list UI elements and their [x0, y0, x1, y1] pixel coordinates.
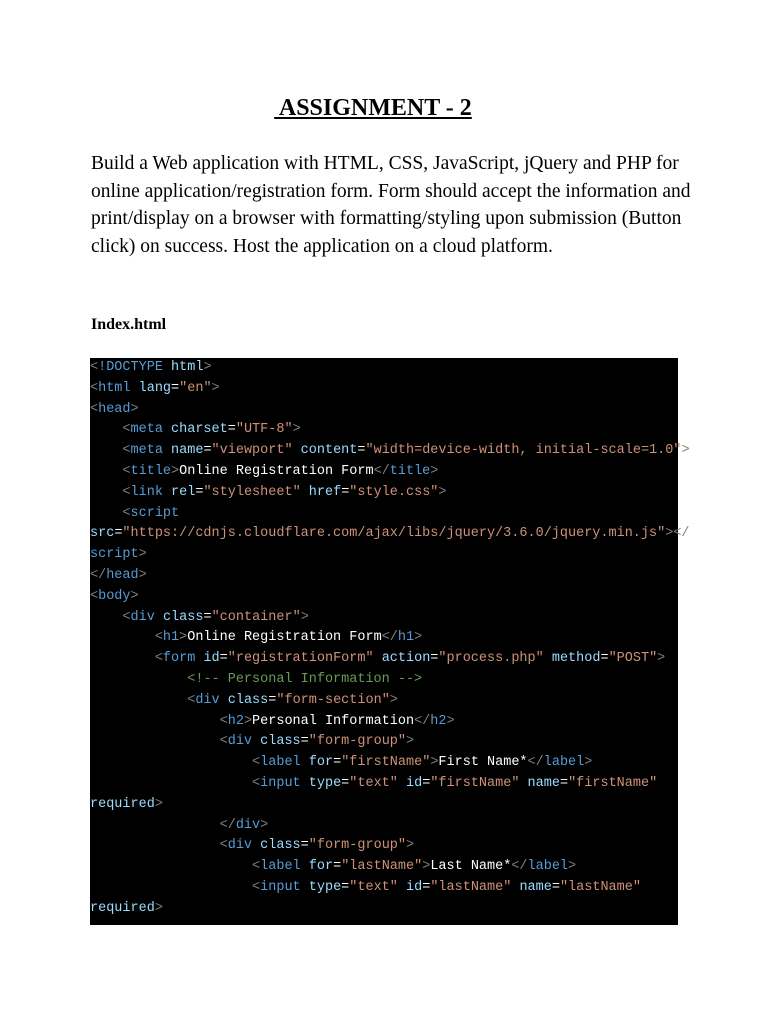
code-token: "style.css": [349, 484, 439, 500]
code-token: [301, 859, 309, 874]
code-token: Online Registration Form: [187, 630, 382, 646]
code-token: >: [438, 484, 447, 500]
code-token: <: [187, 692, 196, 708]
code-token: >: [657, 651, 666, 667]
code-line: [90, 628, 678, 649]
code-token: [220, 693, 228, 708]
code-token: h2: [227, 713, 244, 729]
code-token: [90, 880, 252, 895]
code-token: "form-section": [276, 692, 390, 708]
code-token: [90, 610, 122, 625]
code-token: <!-- Personal Information -->: [187, 671, 423, 687]
code-token: h1: [162, 630, 180, 646]
code-token: [398, 776, 406, 791]
code-token: [90, 443, 122, 458]
code-token: required: [90, 900, 155, 916]
code-token: for: [308, 859, 334, 875]
code-token: class: [162, 609, 204, 625]
code-token: [90, 818, 220, 833]
code-token: h2: [430, 713, 447, 729]
code-token: label: [543, 755, 585, 771]
code-token: =: [195, 484, 204, 500]
code-line: [90, 774, 678, 795]
code-token: [90, 734, 220, 749]
code-token: action: [381, 651, 431, 667]
code-token: >: [211, 380, 220, 396]
code-token: [131, 381, 139, 396]
code-token: >: [154, 900, 163, 916]
code-line: [90, 400, 678, 421]
code-token: head: [106, 567, 139, 583]
code-line: [90, 691, 678, 712]
code-token: >: [154, 796, 163, 812]
code-token: [155, 610, 163, 625]
code-token: id: [406, 879, 423, 895]
code-token: [90, 838, 220, 853]
code-token: charset: [171, 422, 228, 438]
code-token: [90, 672, 187, 687]
code-token: "firstName": [341, 755, 431, 771]
code-line: [90, 878, 678, 899]
code-token: </: [219, 817, 236, 833]
code-token: !DOCTYPE: [98, 360, 163, 375]
code-line: [90, 670, 678, 691]
code-block: [90, 358, 690, 925]
code-token: <: [90, 380, 99, 396]
code-token: "form-group": [308, 838, 406, 854]
code-token: </: [511, 859, 528, 875]
code-token: link: [130, 484, 163, 500]
code-token: <: [90, 401, 99, 417]
code-token: div: [227, 838, 253, 854]
code-token: script: [130, 505, 180, 521]
code-line: [90, 358, 678, 379]
code-token: content: [300, 443, 358, 459]
code-token: =: [559, 775, 569, 791]
code-line: [90, 566, 678, 587]
code-token: "lastName": [430, 879, 512, 895]
code-token: "firstName": [568, 775, 658, 791]
code-token: =: [114, 526, 123, 542]
code-token: =: [422, 775, 431, 791]
code-token: "stylesheet": [203, 484, 301, 500]
code-token: "lastName": [341, 859, 423, 875]
code-token: <: [122, 463, 131, 479]
code-token: =: [357, 443, 366, 459]
code-token: >: [406, 734, 415, 750]
code-token: href: [308, 484, 342, 500]
code-token: "container": [211, 609, 301, 625]
code-line: [90, 441, 690, 462]
code-token: >: [430, 755, 439, 771]
code-token: <: [252, 859, 261, 875]
code-token: class: [260, 734, 301, 750]
code-token: "width=device-width, initial-scale=1.0": [365, 443, 682, 459]
code-line: [90, 816, 678, 837]
code-token: [90, 714, 220, 729]
code-token: type: [308, 775, 342, 791]
code-token: =: [203, 609, 212, 625]
code-token: title: [389, 463, 431, 479]
code-token: [90, 693, 187, 708]
code-token: =: [341, 484, 350, 500]
code-token: "process.php": [438, 651, 544, 667]
code-token: >: [300, 609, 309, 625]
file-name-label: Index.html: [91, 316, 167, 333]
code-token: <: [154, 651, 163, 667]
code-line: [90, 379, 678, 400]
code-token: "viewport": [211, 443, 293, 459]
code-token: html: [98, 380, 131, 396]
code-token: [163, 422, 171, 437]
code-token: [90, 422, 122, 437]
code-token: >: [243, 713, 253, 729]
code-token: div: [227, 734, 253, 750]
code-token: [252, 734, 260, 749]
code-token: =: [268, 692, 277, 708]
code-token: >: [422, 859, 431, 875]
code-token: =: [422, 879, 431, 895]
code-token: required: [90, 796, 155, 812]
code-token: form: [162, 651, 196, 667]
code-token: class: [260, 838, 301, 854]
code-token: >: [584, 755, 593, 771]
code-token: [90, 485, 122, 500]
code-token: </: [414, 713, 431, 729]
code-token: =: [227, 422, 236, 438]
code-token: [90, 859, 252, 874]
code-token: [90, 506, 122, 521]
code-token: <: [122, 422, 131, 438]
code-token: </: [527, 755, 544, 771]
code-token: src: [90, 526, 115, 542]
code-token: [301, 776, 309, 791]
code-token: <: [252, 879, 261, 895]
code-token: lang: [138, 380, 172, 396]
code-token: <: [154, 630, 163, 646]
code-token: h1: [397, 630, 415, 646]
code-token: Last Name*: [430, 859, 512, 875]
code-token: =: [341, 879, 350, 895]
code-token: script: [90, 547, 139, 563]
code-token: <: [90, 360, 99, 375]
code-line: [90, 649, 678, 670]
code-token: =: [203, 443, 212, 459]
code-token: ></: [665, 526, 690, 542]
code-token: input: [260, 775, 301, 791]
code-line: [90, 732, 678, 753]
code-token: <: [252, 775, 261, 791]
code-token: [519, 776, 527, 791]
code-token: >: [414, 630, 423, 646]
code-token: >: [292, 422, 301, 438]
code-token: [163, 485, 171, 500]
code-token: [374, 651, 382, 666]
code-token: >: [171, 463, 180, 479]
code-line: [90, 545, 678, 566]
code-token: >: [138, 567, 147, 583]
code-token: >: [681, 443, 690, 459]
code-token: >: [260, 817, 269, 833]
code-token: class: [227, 692, 269, 708]
code-token: method: [551, 651, 601, 667]
code-token: label: [527, 859, 569, 875]
code-line: [90, 753, 678, 774]
code-token: for: [308, 755, 334, 771]
code-token: name: [519, 879, 552, 895]
code-token: =: [333, 755, 342, 771]
code-token: >: [406, 838, 415, 854]
code-token: <: [122, 609, 131, 625]
code-token: div: [235, 817, 261, 833]
code-line: [90, 899, 678, 920]
code-token: "https://cdnjs.cloudflare.com/ajax/libs/jquery/3.6.0/jquery.min.js": [122, 526, 666, 542]
code-token: "registrationForm": [227, 651, 374, 667]
code-token: "POST": [608, 651, 658, 667]
code-line: [90, 462, 678, 483]
code-token: =: [300, 734, 309, 750]
code-token: [90, 755, 252, 770]
code-token: >: [179, 630, 188, 646]
code-token: html: [171, 360, 204, 375]
code-token: head: [98, 401, 131, 417]
code-token: [90, 776, 252, 791]
code-token: <: [219, 838, 228, 854]
code-token: =: [219, 651, 228, 667]
code-token: type: [308, 879, 342, 895]
code-token: [293, 443, 301, 458]
code-token: [398, 880, 406, 895]
code-line: [90, 524, 690, 545]
code-line: [90, 836, 678, 857]
code-token: id: [406, 775, 423, 791]
code-line: [90, 712, 678, 733]
code-token: <: [122, 443, 131, 459]
assignment-description: Build a Web application with HTML, CSS, JavaScript, jQuery and PHP for online application/registration form. Form should accept the information and print/display on a browser with formatting/styling upon submission (Button click) on success. Host the application on a cloud platform.: [91, 153, 691, 257]
code-token: [90, 464, 122, 479]
code-token: "firstName": [430, 775, 520, 791]
code-token: [163, 360, 171, 375]
code-token: label: [260, 755, 301, 771]
code-token: [90, 651, 155, 666]
code-line: [90, 587, 678, 608]
code-token: [301, 880, 309, 895]
code-token: [252, 838, 260, 853]
code-token: "lastName": [559, 879, 641, 895]
code-token: >: [389, 692, 398, 708]
code-token: >: [446, 713, 455, 729]
code-token: "text": [349, 879, 398, 895]
assignment-title: ASSIGNMENT - 2: [274, 95, 472, 121]
code-token: >: [130, 588, 139, 604]
code-token: >: [430, 463, 439, 479]
code-token: "text": [349, 775, 398, 791]
code-token: "en": [179, 380, 212, 396]
code-token: >: [568, 859, 577, 875]
code-token: [544, 651, 552, 666]
code-token: </: [90, 567, 107, 583]
code-token: body: [98, 588, 131, 604]
code-token: =: [430, 651, 439, 667]
code-token: Personal Information: [252, 713, 415, 729]
code-line: [90, 483, 678, 504]
code-token: <: [219, 713, 228, 729]
code-token: <: [252, 755, 261, 771]
code-token: >: [130, 401, 139, 417]
code-token: =: [341, 775, 350, 791]
code-token: "form-group": [308, 734, 406, 750]
code-token: <: [219, 734, 228, 750]
code-token: meta: [130, 422, 163, 438]
code-line: [90, 420, 678, 441]
code-token: name: [171, 443, 204, 459]
code-token: meta: [130, 443, 163, 459]
code-token: First Name*: [438, 755, 528, 771]
code-token: =: [300, 838, 309, 854]
code-token: Online Registration Form: [179, 463, 374, 479]
code-token: input: [260, 879, 301, 895]
code-token: </: [373, 463, 390, 479]
code-token: title: [130, 463, 172, 479]
code-token: div: [195, 692, 220, 708]
code-token: [301, 485, 309, 500]
code-token: [163, 443, 171, 458]
code-token: =: [171, 380, 180, 396]
code-token: rel: [171, 484, 196, 500]
code-token: [90, 630, 155, 645]
code-token: </: [381, 630, 398, 646]
code-listing: [90, 358, 690, 920]
code-token: =: [333, 859, 342, 875]
code-token: label: [260, 859, 301, 875]
code-token: >: [138, 547, 147, 563]
code-token: <: [90, 588, 99, 604]
code-line: [90, 504, 678, 525]
code-token: name: [527, 775, 560, 791]
code-token: =: [551, 879, 560, 895]
code-token: id: [203, 651, 220, 667]
code-line: [90, 608, 678, 629]
code-token: >: [203, 360, 212, 375]
code-token: div: [130, 609, 155, 625]
code-line: [90, 857, 678, 878]
code-token: [301, 755, 309, 770]
code-token: "UTF-8": [235, 422, 293, 438]
code-token: <: [122, 505, 131, 521]
code-token: <: [122, 484, 131, 500]
code-line: [90, 795, 678, 816]
code-token: =: [600, 651, 609, 667]
